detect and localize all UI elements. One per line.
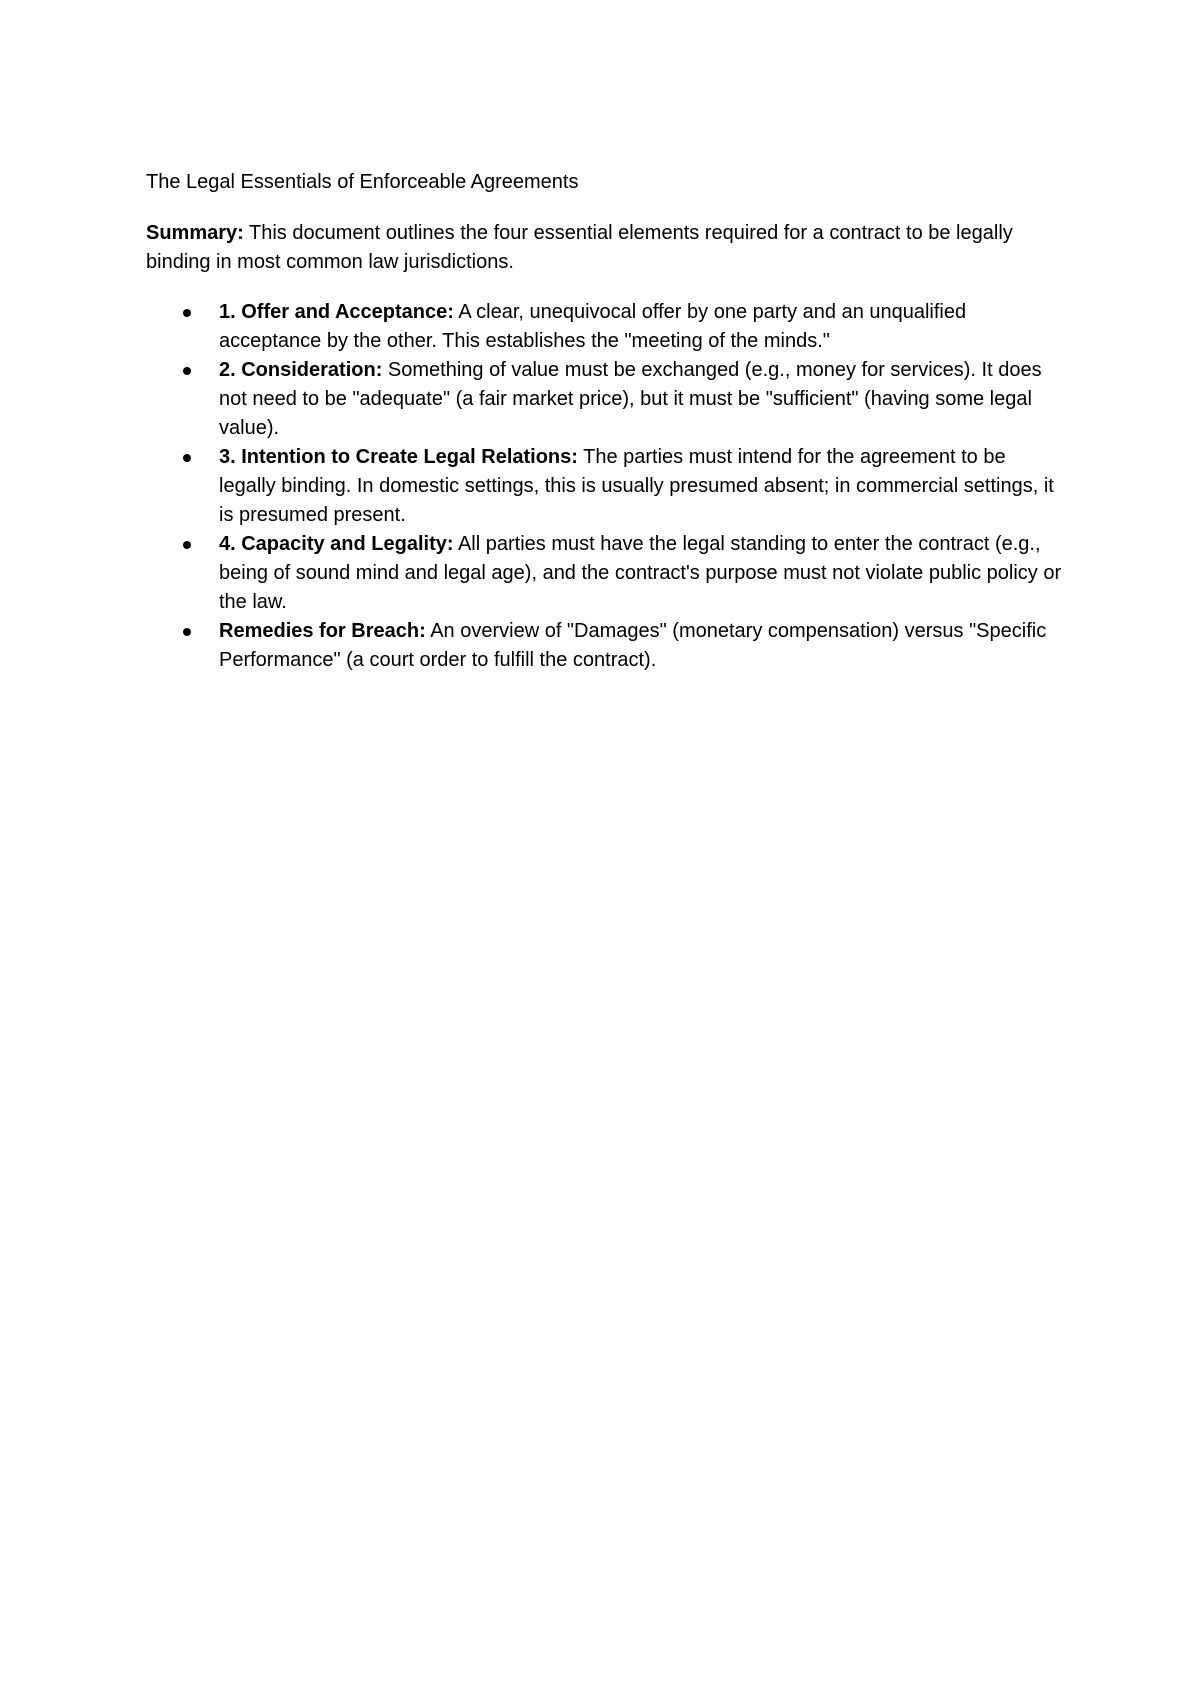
list-item-label: 1. Offer and Acceptance: (219, 301, 454, 323)
list-item-text: An overview of "Damages" (monetary compensation) versus "Specific Performance" (a court order to fulfill the contract). (219, 620, 1047, 671)
bullet-icon (183, 367, 191, 375)
summary-label: Summary: (146, 222, 244, 244)
list-item-text: All parties must have the legal standing to enter the contract (e.g., being of sound mind and legal age), and the contract's purpose must not violate public policy or the law. (219, 533, 1062, 613)
list-item-text: Something of value must be exchanged (e.g., money for services). It does not need to be "adequate" (a fair market price), but it must be "sufficient" (having some legal value). (219, 359, 1042, 439)
list-item-text: A clear, unequivocal offer by one party and an unqualified acceptance by the other. This establishes the "meeting of the minds." (219, 301, 967, 352)
document-body (146, 168, 1066, 675)
list-item (219, 530, 1066, 617)
summary-paragraph (146, 219, 1066, 277)
bullet-icon (183, 628, 191, 636)
bullet-icon (183, 454, 191, 462)
list-item (219, 617, 1066, 675)
summary-text: This document outlines the four essential elements required for a contract to be legally binding in most common law jurisdictions. (146, 222, 1013, 273)
essentials-list (146, 298, 1066, 675)
document-title: The Legal Essentials of Enforceable Agreements (146, 171, 579, 193)
list-item-text: The parties must intend for the agreement to be legally binding. In domestic settings, this is usually presumed absent; in commercial settings, it is presumed present. (219, 446, 1054, 526)
list-item-label: 3. Intention to Create Legal Relations: (219, 446, 578, 468)
bullet-icon (183, 541, 191, 549)
list-item (219, 298, 1066, 356)
bullet-icon (183, 309, 191, 317)
list-item (219, 443, 1066, 530)
list-item-label: Remedies for Breach: (219, 620, 426, 642)
list-item-label: 2. Consideration: (219, 359, 383, 381)
list-item (219, 356, 1066, 443)
list-item-label: 4. Capacity and Legality: (219, 533, 454, 555)
